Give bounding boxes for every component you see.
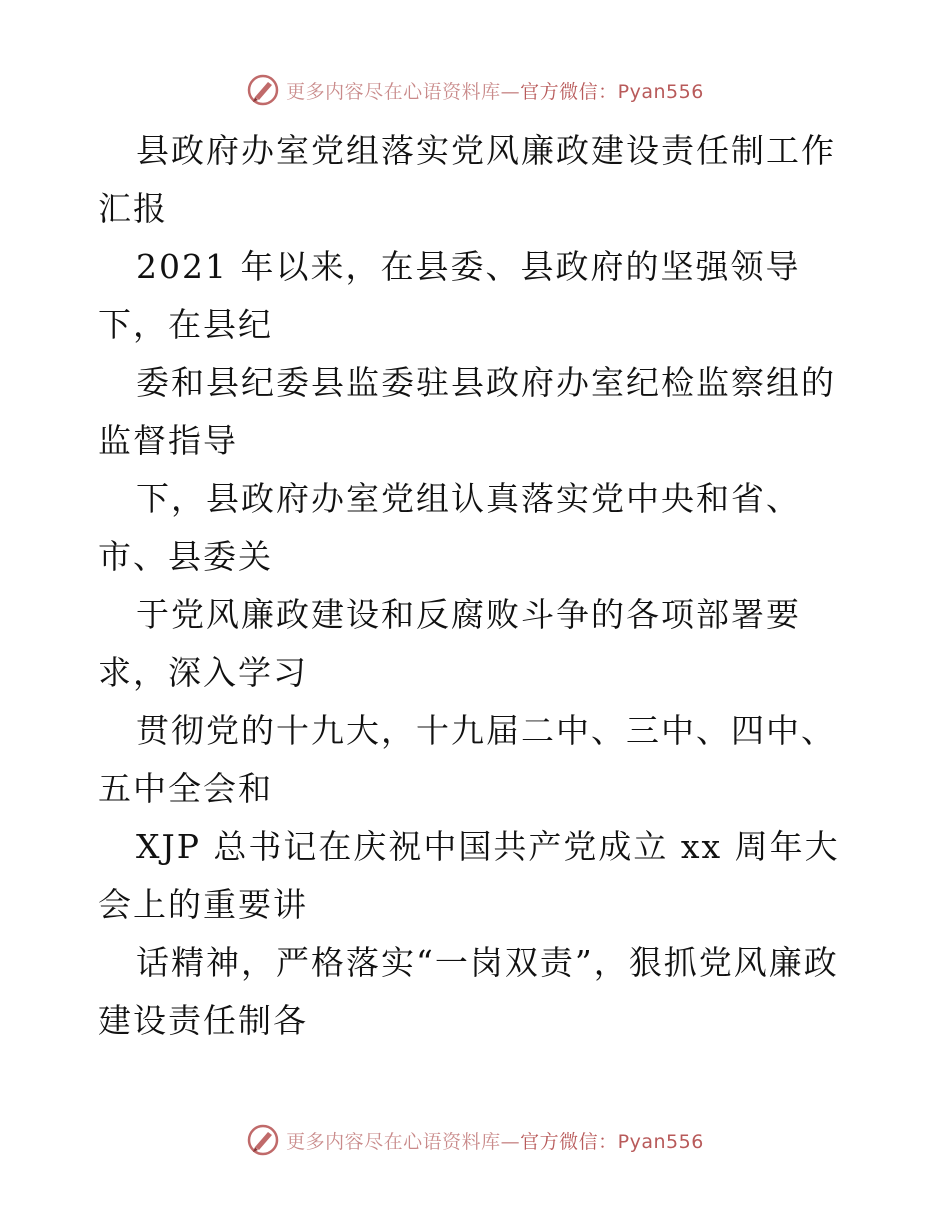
pen-seal-icon: [246, 1123, 280, 1157]
footer-watermark: [0, 1120, 950, 1160]
paragraph-line: 下，县政府办室党组认真落实党中央和省、市、县委关: [98, 479, 801, 576]
paragraph-line: XJP 总书记在庆祝中国共产党成立 xx 周年大会上的重要讲: [98, 827, 840, 924]
pen-seal-icon: [246, 73, 280, 107]
header-watermark: [0, 70, 950, 110]
document-body: [98, 122, 858, 1050]
paragraph-line: 贯彻党的十九大，十九届二中、三中、四中、五中全会和: [98, 711, 836, 808]
paragraph-line: 2021 年以来，在县委、县政府的坚强领导下，在县纪: [98, 247, 801, 344]
watermark-text: 更多内容尽在心语资料库—官方微信：Pyan556: [286, 1130, 704, 1153]
paragraph-line: 话精神，严格落实“一岗双责”，狠抓党风廉政建设责任制各: [98, 943, 839, 1040]
document-title: 县政府办室党组落实党风廉政建设责任制工作汇报: [98, 131, 836, 228]
paragraph-line: 委和县纪委县监委驻县政府办室纪检监察组的监督指导: [98, 363, 836, 460]
watermark-text: 更多内容尽在心语资料库—官方微信：Pyan556: [286, 80, 704, 103]
paragraph-line: 于党风廉政建设和反腐败斗争的各项部署要求，深入学习: [98, 595, 801, 692]
